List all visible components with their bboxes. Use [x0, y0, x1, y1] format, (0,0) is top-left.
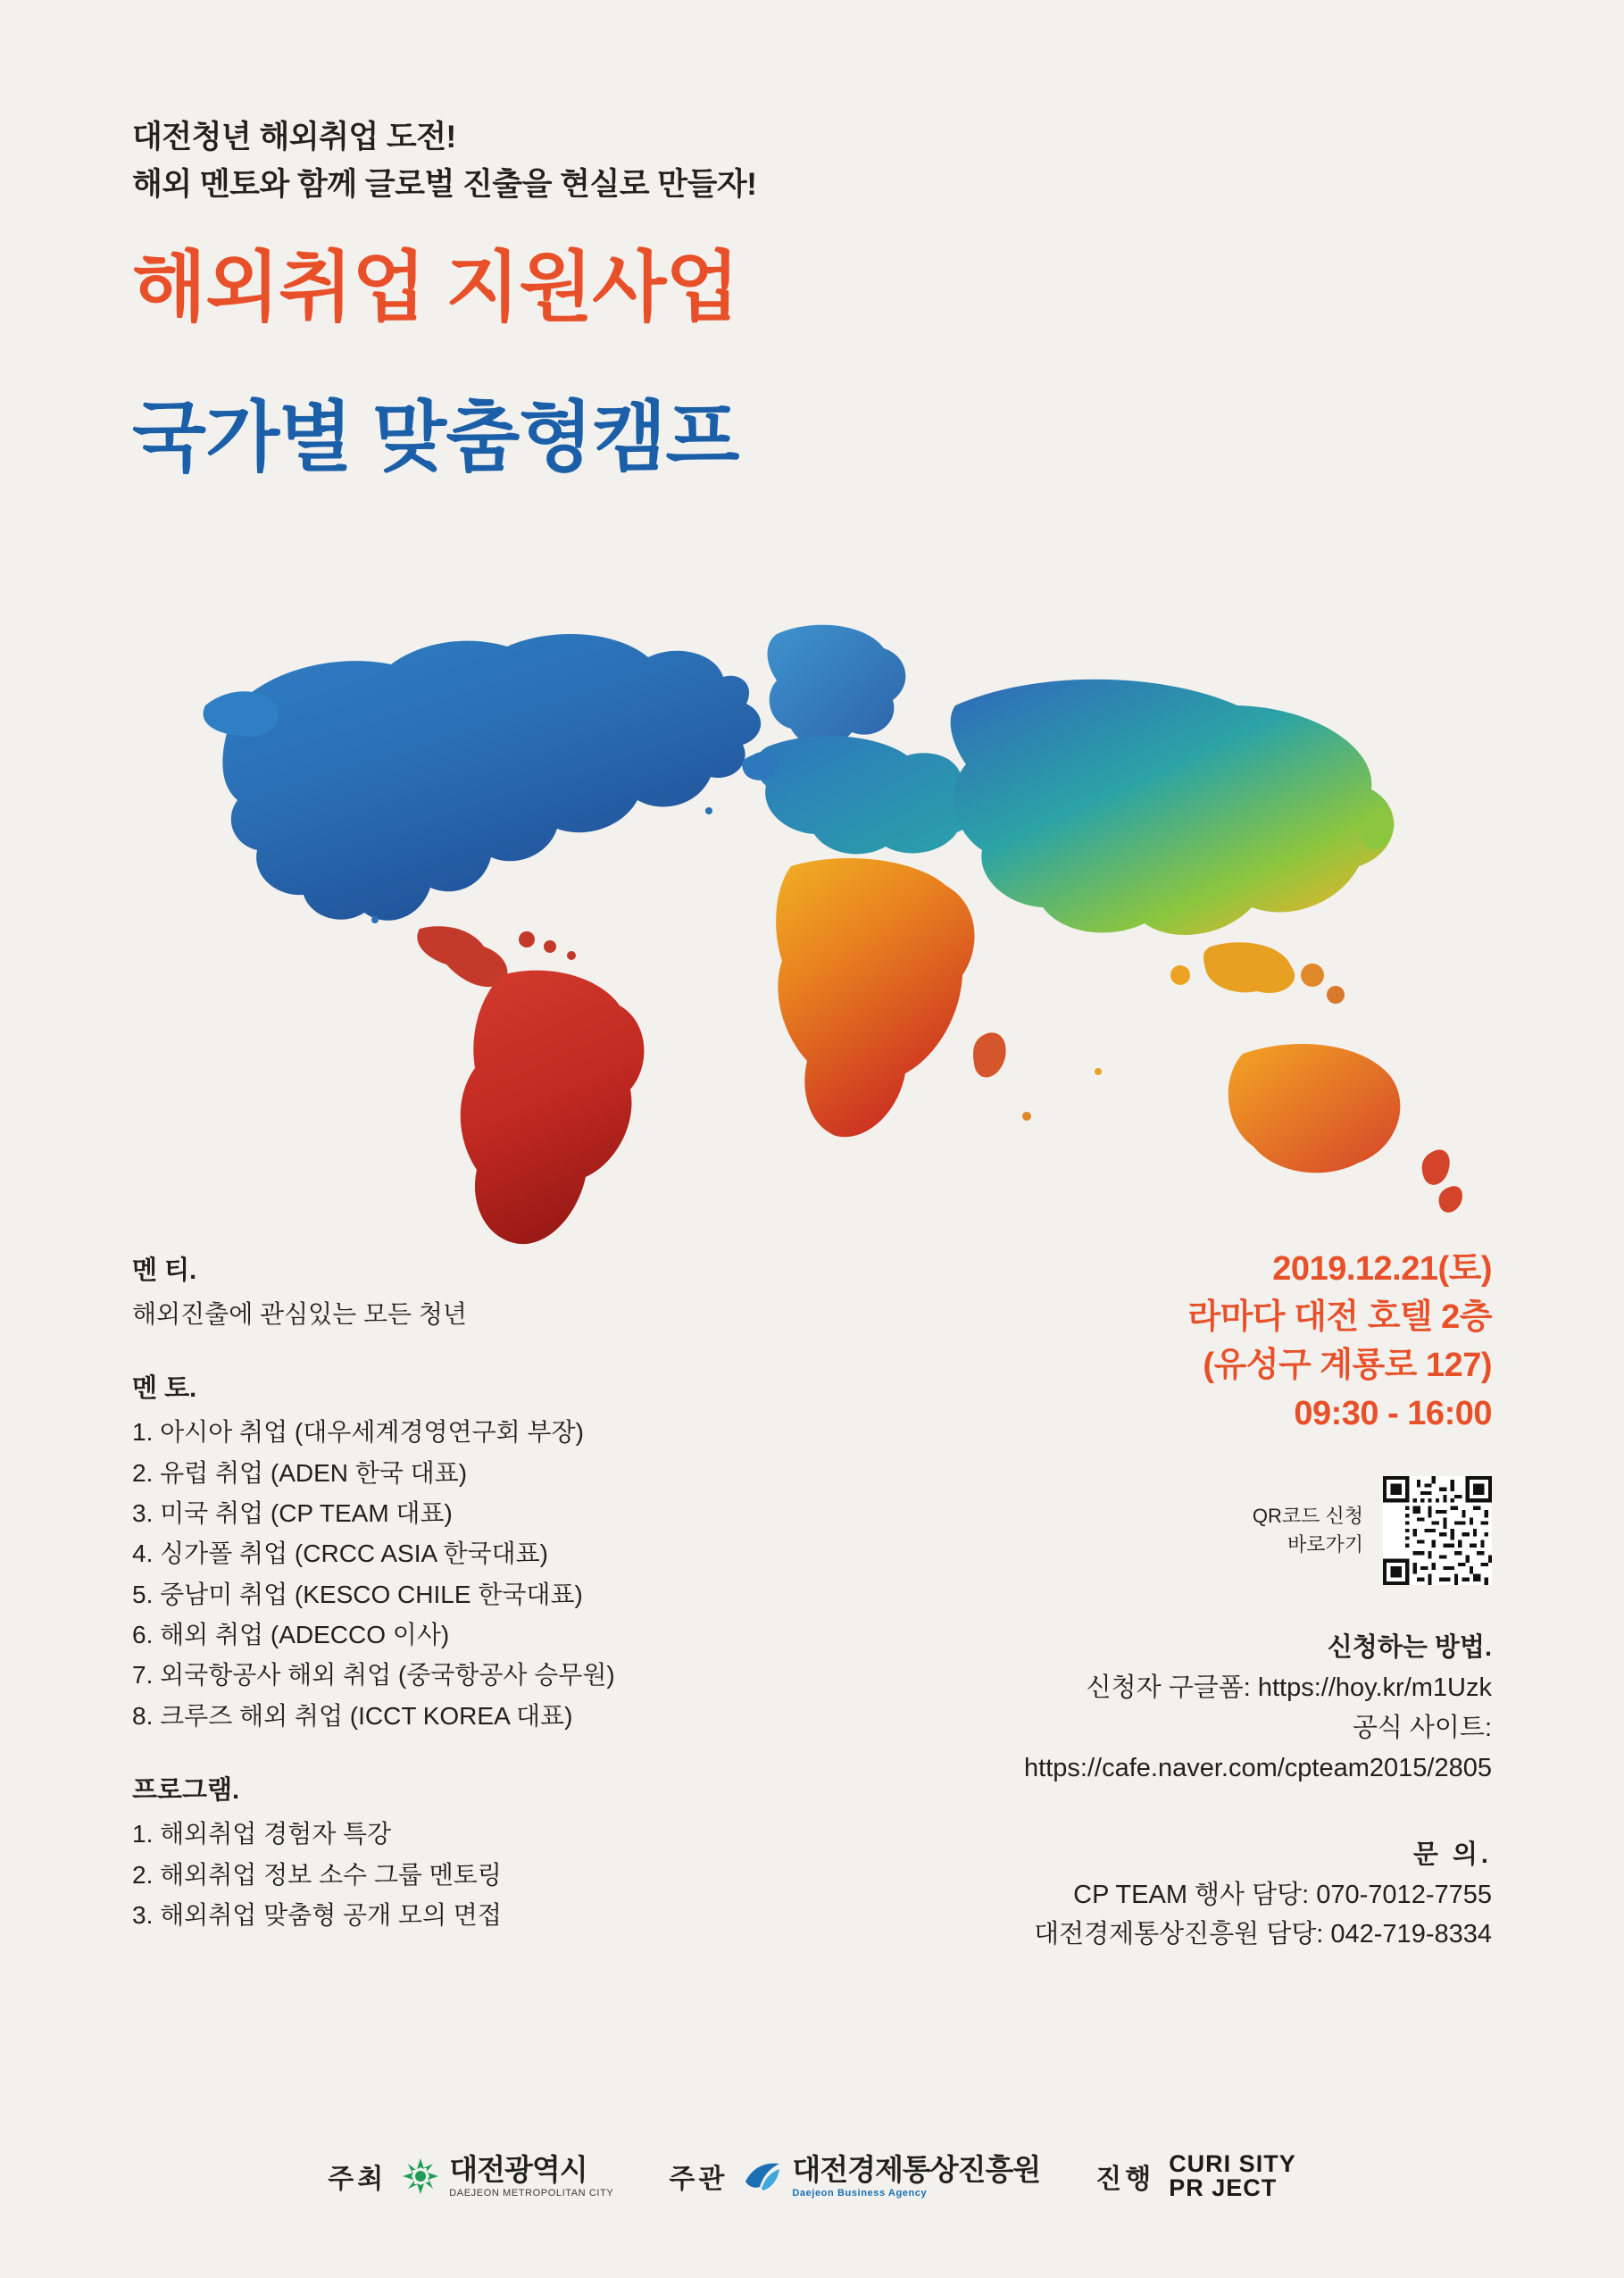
list-item: 1. 해외취업 경험자 특강 — [132, 1820, 392, 1848]
qr-code-icon[interactable] — [1383, 1476, 1492, 1585]
daejeon-city-text — [449, 2152, 614, 2199]
runner-group — [1095, 2149, 1296, 2202]
contact-heading: 문 의. — [1412, 1840, 1492, 1869]
apply-official-site-label: 공식 사이트: — [1352, 1713, 1492, 1742]
contact-block — [849, 1835, 1492, 1956]
footer-logos — [0, 2149, 1624, 2202]
dba-text — [792, 2152, 1041, 2199]
list-item: 3. 해외취업 맞춤형 공개 모의 면접 — [132, 1900, 502, 1929]
qr-caption-line-2: 바로가기 — [1287, 1532, 1363, 1556]
dba-logo — [742, 2152, 1041, 2199]
curiosity-logo-line-1: CURI SITY — [1169, 2149, 1296, 2177]
contact-dba: 대전경제통상진흥원 담당: 042-719-8334 — [1034, 1920, 1492, 1949]
event-date: 2019.12.21(토) — [1272, 1250, 1492, 1288]
program-block — [132, 1770, 864, 1935]
organizer-label: 주관 — [669, 2165, 729, 2195]
mentor-heading: 멘 토. — [132, 1374, 197, 1404]
list-item: 7. 외국항공사 해외 취업 (중국항공사 승무원) — [132, 1661, 615, 1690]
program-list — [132, 1814, 864, 1935]
kicker-line-1: 대전청년 해외취업 도전! — [132, 120, 456, 154]
page-title-line-2: 국가별 맞춤형캠프 — [132, 395, 739, 480]
mentor-block — [132, 1368, 864, 1736]
daejeon-city-name-en: DAEJEON METROPOLITAN CITY — [449, 2187, 614, 2199]
list-item: 4. 싱가폴 취업 (CRCC ASIA 한국대표) — [132, 1540, 548, 1568]
list-item: 5. 중남미 취업 (KESCO CHILE 한국대표) — [132, 1580, 583, 1608]
program-heading: 프로그램. — [132, 1776, 240, 1806]
event-address: (유성구 계룡로 127) — [1203, 1346, 1492, 1384]
list-item: 6. 해외 취업 (ADECCO 이사) — [132, 1621, 450, 1649]
qr-apply-row[interactable] — [849, 1476, 1492, 1585]
event-info-block — [849, 1246, 1492, 1439]
daejeon-city-name-kr: 대전광역시 — [449, 2152, 587, 2186]
curiosity-project-logo — [1169, 2149, 1296, 2202]
page-title-line-1: 해외취업 지원사업 — [132, 245, 739, 330]
daejeon-city-logo — [401, 2152, 614, 2199]
qr-caption-line-1: QR코드 신청 — [1252, 1504, 1363, 1527]
dba-name-kr: 대전경제통상진흥원 — [792, 2152, 1041, 2186]
contact-cpteam: CP TEAM 행사 담당: 070-7012-7755 — [1073, 1880, 1492, 1909]
qr-caption — [1253, 1502, 1363, 1559]
event-venue: 라마다 대전 호텔 2층 — [1187, 1298, 1492, 1336]
daejeon-city-mark-icon — [401, 2157, 440, 2196]
host-group — [328, 2152, 614, 2199]
list-item: 2. 유럽 취업 (ADEN 한국 대표) — [132, 1458, 468, 1487]
mentee-block — [132, 1250, 864, 1334]
dba-name-en: Daejeon Business Agency — [792, 2187, 928, 2199]
list-item: 8. 크루즈 해외 취업 (ICCT KOREA 대표) — [132, 1701, 573, 1730]
curiosity-logo-line-2: PR JECT — [1169, 2174, 1278, 2202]
apply-method-block — [849, 1628, 1492, 1789]
right-content-column — [849, 1246, 1492, 1955]
left-content-column — [132, 1250, 864, 1935]
organizer-group — [669, 2152, 1041, 2199]
mentee-heading: 멘 티. — [132, 1256, 197, 1285]
host-label: 주최 — [328, 2165, 387, 2195]
apply-official-site-link[interactable]: https://cafe.naver.com/cpteam2015/2805 — [1024, 1753, 1492, 1782]
apply-heading: 신청하는 방법. — [1327, 1632, 1492, 1662]
list-item: 2. 해외취업 정보 소수 그룹 멘토링 — [132, 1860, 502, 1889]
mentee-description: 해외진출에 관심있는 모든 청년 — [132, 1299, 467, 1328]
world-map-illustration — [152, 572, 1491, 1250]
list-item: 3. 미국 취업 (CP TEAM 대표) — [132, 1499, 453, 1528]
mentor-list — [132, 1412, 864, 1736]
list-item: 1. 아시아 취업 (대우세계경영연구회 부장) — [132, 1418, 584, 1447]
kicker-line-2: 해외 멘토와 함께 글로벌 진출을 현실로 만들자! — [132, 166, 757, 202]
kicker-text — [132, 114, 756, 208]
apply-google-form-link[interactable]: 신청자 구글폼: https://hoy.kr/m1Uzk — [1086, 1673, 1492, 1702]
runner-label: 진행 — [1095, 2165, 1155, 2195]
dba-mark-icon — [742, 2158, 783, 2194]
event-time: 09:30 - 16:00 — [1294, 1394, 1492, 1432]
